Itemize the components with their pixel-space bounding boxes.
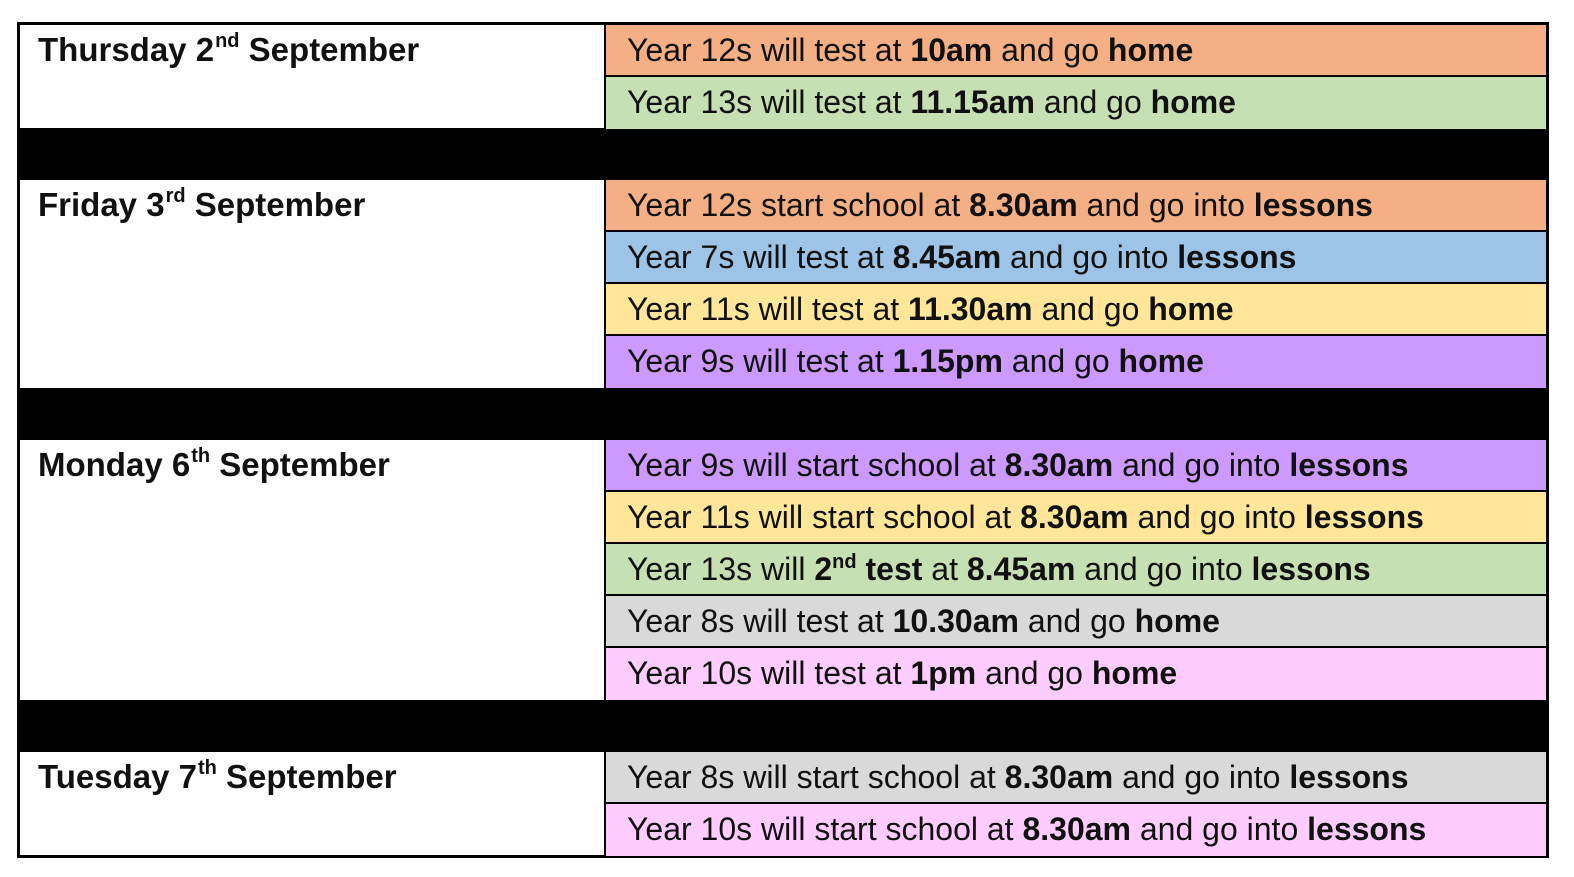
row-text: Year 13s will xyxy=(627,551,815,587)
emphasis-text: home xyxy=(1091,655,1178,691)
emphasis-text: 8.30am xyxy=(1004,759,1114,795)
day-month: September xyxy=(210,446,390,483)
schedule-rows-tuesday xyxy=(606,752,1546,856)
row-text: and go into xyxy=(1001,239,1178,275)
row-text: and go into xyxy=(1077,187,1254,223)
schedule-rows-monday xyxy=(606,440,1546,700)
emphasis-text: 2 xyxy=(814,551,833,587)
day-label-thursday xyxy=(20,25,606,128)
separator-bar xyxy=(20,700,1546,752)
row-text: and go into xyxy=(1113,447,1290,483)
schedule-row xyxy=(606,544,1546,596)
day-name: Thursday 2 xyxy=(38,31,215,68)
emphasis-text: lessons xyxy=(1304,499,1424,535)
emphasis-text: home xyxy=(1118,343,1204,379)
schedule-row xyxy=(606,284,1546,336)
row-text: Year 10s will test at xyxy=(627,655,911,691)
emphasis-text: lessons xyxy=(1307,811,1427,847)
row-text: and go xyxy=(992,32,1108,68)
emphasis-text: home xyxy=(1150,84,1236,120)
day-ordinal: th xyxy=(191,445,211,467)
separator-bar xyxy=(20,388,1546,440)
row-text: Year 12s start school at xyxy=(627,187,970,223)
schedule-rows-friday xyxy=(606,180,1546,388)
schedule-row xyxy=(606,648,1546,700)
emphasis-text: 11.30am xyxy=(908,291,1033,327)
schedule-table xyxy=(17,22,1549,858)
day-name: Tuesday 7 xyxy=(38,758,197,795)
row-text: at xyxy=(922,551,967,587)
schedule-row xyxy=(606,492,1546,544)
row-text: and go into xyxy=(1113,759,1290,795)
row-text: Year 11s will test at xyxy=(627,291,909,327)
schedule-row xyxy=(606,180,1546,232)
day-name: Friday 3 xyxy=(38,186,165,223)
day-month: September xyxy=(216,758,397,795)
schedule-rows-thursday xyxy=(606,25,1546,129)
row-text: and go into xyxy=(1128,499,1305,535)
emphasis-text: 10.30am xyxy=(892,603,1019,639)
schedule-row xyxy=(606,25,1546,77)
emphasis-text: 8.30am xyxy=(1004,447,1114,483)
day-ordinal: th xyxy=(197,757,217,779)
ordinal-suffix: nd xyxy=(832,551,857,573)
emphasis-text: 8.30am xyxy=(1020,499,1129,535)
row-text: Year 8s will test at xyxy=(627,603,893,639)
day-ordinal: rd xyxy=(165,185,186,207)
schedule-row xyxy=(606,77,1546,129)
emphasis-text: 8.30am xyxy=(969,187,1078,223)
row-text: Year 13s will test at xyxy=(627,84,911,120)
row-text: Year 9s will test at xyxy=(627,343,893,379)
row-text: and go xyxy=(1034,84,1151,120)
row-text: and go into xyxy=(1130,811,1308,847)
row-text: Year 12s will test at xyxy=(627,32,911,68)
emphasis-text: lessons xyxy=(1289,759,1409,795)
emphasis-text: 11.15am xyxy=(910,84,1035,120)
schedule-row xyxy=(606,752,1546,804)
day-month: September xyxy=(239,31,420,68)
schedule-row xyxy=(606,804,1546,856)
schedule-row xyxy=(606,596,1546,648)
emphasis-text: home xyxy=(1107,32,1194,68)
day-ordinal: nd xyxy=(215,30,240,52)
emphasis-text: 1.15pm xyxy=(892,343,1003,379)
emphasis-text: home xyxy=(1148,291,1234,327)
row-text: and go xyxy=(1002,343,1119,379)
emphasis-text: lessons xyxy=(1253,187,1373,223)
row-text: and go xyxy=(1032,291,1149,327)
day-month: September xyxy=(185,186,366,223)
day-label-tuesday xyxy=(20,752,606,855)
emphasis-text: home xyxy=(1134,603,1220,639)
row-text: and go xyxy=(1018,603,1135,639)
emphasis-text: 8.45am xyxy=(966,551,1076,587)
day-label-friday xyxy=(20,180,606,388)
emphasis-text: lessons xyxy=(1251,551,1371,587)
emphasis-text: 1pm xyxy=(910,655,977,691)
row-text: and go into xyxy=(1075,551,1252,587)
row-text: Year 11s will start school at xyxy=(627,499,1021,535)
emphasis-text: 8.45am xyxy=(892,239,1002,275)
schedule-row xyxy=(606,232,1546,284)
row-text: Year 9s will start school at xyxy=(627,447,1005,483)
emphasis-text: 8.30am xyxy=(1022,811,1131,847)
row-text: Year 7s will test at xyxy=(627,239,893,275)
day-label-monday xyxy=(20,440,606,700)
row-text: Year 10s will start school at xyxy=(627,811,1023,847)
schedule-row xyxy=(606,336,1546,388)
row-text: and go xyxy=(976,655,1092,691)
emphasis-text: test xyxy=(856,551,923,587)
schedule-row xyxy=(606,440,1546,492)
row-text: Year 8s will start school at xyxy=(627,759,1005,795)
emphasis-text: 10am xyxy=(910,32,993,68)
emphasis-text: lessons xyxy=(1177,239,1297,275)
separator-bar xyxy=(20,128,1546,180)
emphasis-text: lessons xyxy=(1289,447,1409,483)
day-name: Monday 6 xyxy=(38,446,191,483)
